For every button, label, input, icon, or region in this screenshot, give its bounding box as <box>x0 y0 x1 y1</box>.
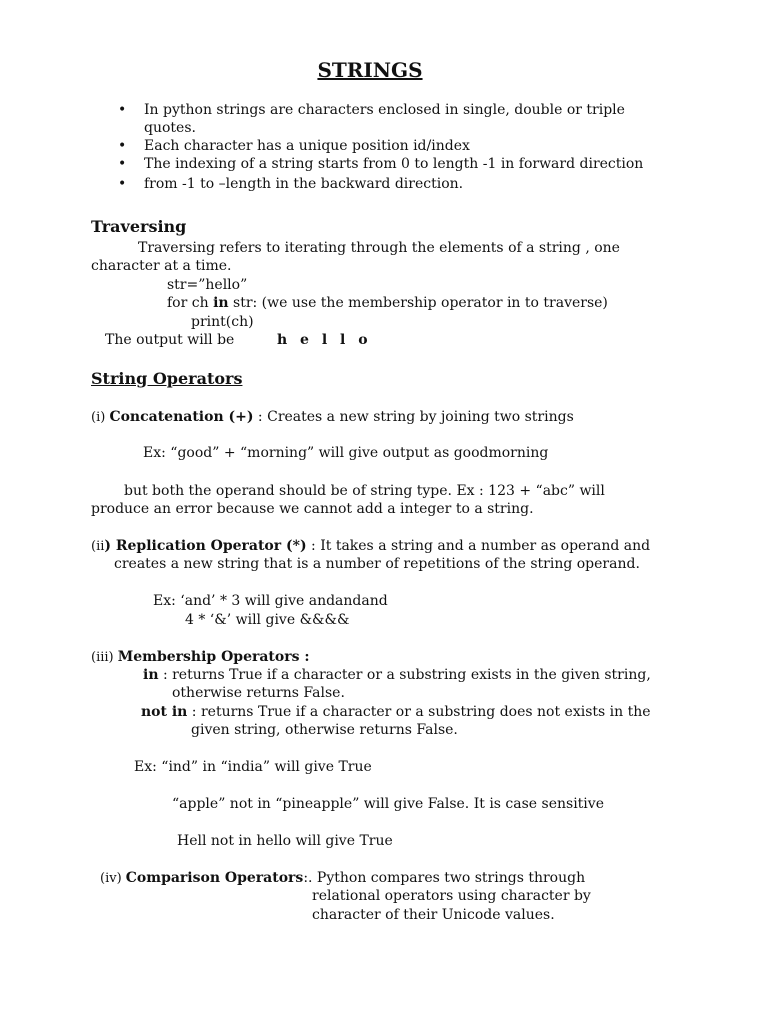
replication-line <box>91 537 650 556</box>
replication-example1: Ex: ‘and’ * 3 will give andandand <box>153 593 388 609</box>
traversing-text-line2: character at a time. <box>91 258 232 274</box>
replication-num: (ii <box>91 539 105 554</box>
replication-desc: : It takes a string and a number as operand and <box>306 538 651 554</box>
membership-example1: Ex: “ind” in “india” will give True <box>134 759 372 775</box>
membership-example2: “apple” not in “pineapple” will give False. It is case sensitive <box>172 796 604 812</box>
membership-example3: Hell not in hello will give True <box>177 833 393 849</box>
code-line-for <box>167 294 608 312</box>
page-title: STRINGS <box>317 58 423 82</box>
bullet-text: The indexing of a string starts from 0 to length -1 in forward direction <box>144 156 644 172</box>
membership-num: (iii) <box>91 650 118 665</box>
membership-name: Membership Operators : <box>117 649 310 665</box>
comparison-desc-line2: relational operators using character by <box>312 888 591 904</box>
list-item <box>118 155 678 173</box>
membership-in-line <box>143 666 651 684</box>
comparison-desc-line3: character of their Unicode values. <box>312 907 555 923</box>
bullet-icon: • <box>118 102 127 118</box>
intro-bullet-list <box>118 101 678 193</box>
comparison-num: (iv) <box>100 871 126 886</box>
notin-keyword: not in <box>141 704 188 720</box>
string-operators-heading: String Operators <box>91 369 243 388</box>
concat-desc: : Creates a new string by joining two strings <box>253 409 574 425</box>
concat-line <box>91 408 574 427</box>
concat-note-line1: but both the operand should be of string type. Ex : 123 + “abc” will <box>124 483 605 499</box>
list-item <box>118 175 678 193</box>
concat-example: Ex: “good” + “morning” will give output as goodmorning <box>143 445 549 461</box>
comparison-line <box>100 869 585 888</box>
output-label: The output will be <box>105 332 235 348</box>
concat-name: Concatenation (+) <box>109 409 254 425</box>
traversing-text-line1: Traversing refers to iterating through the elements of a string , one <box>138 240 620 256</box>
concat-num: (i) <box>91 410 110 425</box>
replication-desc-line2: creates a new string that is a number of repetitions of the string operand. <box>114 556 640 572</box>
list-item <box>118 101 678 137</box>
traversing-heading: Traversing <box>91 217 187 236</box>
comparison-name: Comparison Operators <box>125 870 304 886</box>
concat-note-line2: produce an error because we cannot add a integer to a string. <box>91 501 534 517</box>
bullet-text: from -1 to –length in the backward direction. <box>144 176 464 192</box>
bullet-icon: • <box>118 176 127 192</box>
membership-notin-line <box>141 703 651 721</box>
bullet-icon: • <box>118 156 127 172</box>
bullet-text: Each character has a unique position id/index <box>144 138 470 154</box>
membership-in-line2: otherwise returns False. <box>172 685 345 701</box>
code-for-pre: for ch <box>167 295 214 311</box>
code-for-post: str: (we use the membership operator in to traverse) <box>228 295 608 311</box>
in-keyword: in <box>143 667 159 683</box>
bullet-icon: • <box>118 138 127 154</box>
membership-notin-line2: given string, otherwise returns False. <box>191 722 458 738</box>
code-line-assign: str=”hello” <box>167 277 248 293</box>
output-value: h e l l o <box>277 332 372 348</box>
notin-desc: : returns True if a character or a substring does not exists in the <box>187 704 651 720</box>
replication-name: ) Replication Operator (*) <box>104 538 307 554</box>
replication-example2: 4 * ‘&’ will give &&&& <box>185 612 350 628</box>
bullet-text: In python strings are characters enclosed in single, double or triple quotes. <box>144 102 625 136</box>
code-line-print: print(ch) <box>191 314 254 330</box>
membership-line <box>91 648 310 667</box>
code-in-keyword: in <box>213 295 229 311</box>
list-item <box>118 137 678 155</box>
comparison-desc: :. Python compares two strings through <box>303 870 586 886</box>
in-desc: : returns True if a character or a substring exists in the given string, <box>158 667 651 683</box>
